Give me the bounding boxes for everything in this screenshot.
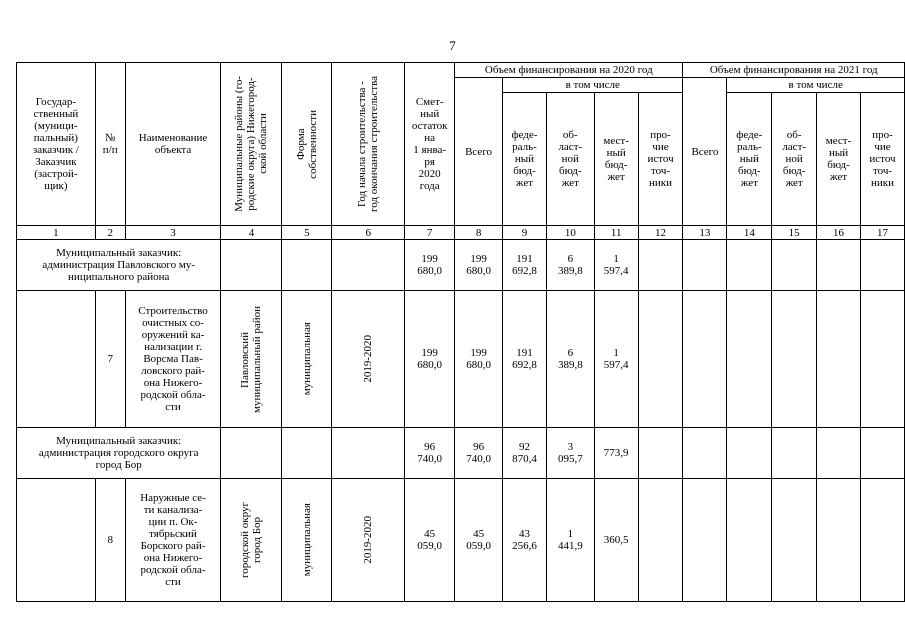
header-years-text: Год начала строительства - год окончания строительства xyxy=(356,76,381,212)
loc-2021-value xyxy=(817,479,861,602)
header-fin-2021: Объем финансирования на 2021 год xyxy=(683,63,905,78)
total-2021-value xyxy=(683,479,727,602)
estimate-value: 199 680,0 xyxy=(405,240,455,291)
fed-2021-value xyxy=(727,291,772,428)
fed-2021-value xyxy=(727,240,772,291)
object-years xyxy=(332,291,405,428)
reg-2020-value: 6 389,8 xyxy=(546,240,594,291)
object-ownership-text: муниципальная xyxy=(300,322,313,396)
fed-2020-value: 43 256,6 xyxy=(503,479,547,602)
object-name: Наружные се- ти канализа- ции п. Ок- тябрьский Борского рай- она Нижего- родской обла- сти xyxy=(125,479,221,602)
loc-2021-value xyxy=(817,240,861,291)
header-ownership xyxy=(282,63,332,226)
oth-2020-value xyxy=(638,479,683,602)
oth-2020-value xyxy=(638,240,683,291)
loc-2020-value: 360,5 xyxy=(594,479,638,602)
oth-2020-value xyxy=(638,291,683,428)
column-number: 5 xyxy=(282,226,332,240)
header-fin-2020: Объем финансирования на 2020 год xyxy=(455,63,683,78)
loc-2020-value: 773,9 xyxy=(594,428,638,479)
fed-2020-value: 92 870,4 xyxy=(503,428,547,479)
reg-2021-value xyxy=(772,240,817,291)
header-fed-2021: феде- раль- ный бюд- жет xyxy=(727,93,772,226)
header-reg-2020: об- ласт- ной бюд- жет xyxy=(546,93,594,226)
reg-2020-value: 3 095,7 xyxy=(546,428,594,479)
object-num: 7 xyxy=(95,291,125,428)
header-years xyxy=(332,63,405,226)
header-loc-2020: мест- ный бюд- жет xyxy=(594,93,638,226)
column-number: 10 xyxy=(546,226,594,240)
column-number: 17 xyxy=(860,226,904,240)
empty-cell xyxy=(332,240,405,291)
column-number: 15 xyxy=(772,226,817,240)
oth-2021-value xyxy=(860,291,904,428)
object-district xyxy=(221,479,282,602)
fed-2021-value xyxy=(727,428,772,479)
column-number: 13 xyxy=(683,226,727,240)
fed-2021-value xyxy=(727,479,772,602)
column-number: 9 xyxy=(503,226,547,240)
header-object-name: Наименование объекта xyxy=(125,63,221,226)
column-number-row xyxy=(17,226,905,240)
loc-2021-value xyxy=(817,291,861,428)
empty-cell xyxy=(282,428,332,479)
empty-cell xyxy=(17,291,96,428)
empty-cell xyxy=(221,240,282,291)
column-number: 7 xyxy=(405,226,455,240)
header-ownership-text: Форма собственности xyxy=(294,109,319,179)
total-2020-value: 45 059,0 xyxy=(455,479,503,602)
customer-row xyxy=(17,240,905,291)
oth-2021-value xyxy=(860,240,904,291)
estimate-value: 199 680,0 xyxy=(405,291,455,428)
object-ownership xyxy=(282,291,332,428)
object-num: 8 xyxy=(95,479,125,602)
header-incl-2021: в том числе xyxy=(727,78,905,93)
header-districts xyxy=(221,63,282,226)
oth-2020-value xyxy=(638,428,683,479)
header-total-2021: Всего xyxy=(683,78,727,226)
column-number: 14 xyxy=(727,226,772,240)
reg-2021-value xyxy=(772,291,817,428)
reg-2021-value xyxy=(772,428,817,479)
header-districts-text: Муниципальные районы (го- родские округа) Нижегород- ской области xyxy=(233,76,270,212)
header-estimate: Смет- ный остаток на 1 янва- ря 2020 года xyxy=(405,63,455,226)
total-2020-value: 199 680,0 xyxy=(455,291,503,428)
customer-row xyxy=(17,428,905,479)
oth-2021-value xyxy=(860,479,904,602)
customer-title: Муниципальный заказчик: администрация Павловского му- ниципального района xyxy=(17,240,221,291)
fed-2020-value: 191 692,8 xyxy=(503,291,547,428)
oth-2021-value xyxy=(860,428,904,479)
header-incl-2020: в том числе xyxy=(503,78,683,93)
total-2021-value xyxy=(683,428,727,479)
column-number: 8 xyxy=(455,226,503,240)
object-row xyxy=(17,291,905,428)
total-2020-value: 96 740,0 xyxy=(455,428,503,479)
empty-cell xyxy=(17,479,96,602)
total-2021-value xyxy=(683,291,727,428)
object-years xyxy=(332,479,405,602)
estimate-value: 96 740,0 xyxy=(405,428,455,479)
object-district xyxy=(221,291,282,428)
header-num: № п/п xyxy=(95,63,125,226)
column-number: 11 xyxy=(594,226,638,240)
object-years-text: 2019-2020 xyxy=(362,516,375,564)
financing-table xyxy=(16,62,905,602)
reg-2020-value: 1 441,9 xyxy=(546,479,594,602)
page-number: 7 xyxy=(449,38,456,53)
object-row xyxy=(17,479,905,602)
object-ownership-text: муниципальная xyxy=(300,503,313,577)
loc-2020-value: 1 597,4 xyxy=(594,240,638,291)
empty-cell xyxy=(282,240,332,291)
column-number: 2 xyxy=(95,226,125,240)
header-row-1 xyxy=(17,63,905,78)
estimate-value: 45 059,0 xyxy=(405,479,455,602)
reg-2020-value: 6 389,8 xyxy=(546,291,594,428)
header-loc-2021: мест- ный бюд- жет xyxy=(817,93,861,226)
header-oth-2020: про- чие источ точ- ники xyxy=(638,93,683,226)
column-number: 6 xyxy=(332,226,405,240)
header-reg-2021: об- ласт- ной бюд- жет xyxy=(772,93,817,226)
fed-2020-value: 191 692,8 xyxy=(503,240,547,291)
reg-2021-value xyxy=(772,479,817,602)
column-number: 16 xyxy=(817,226,861,240)
object-ownership xyxy=(282,479,332,602)
header-total-2020: Всего xyxy=(455,78,503,226)
loc-2021-value xyxy=(817,428,861,479)
object-district-text: городской округ город Бор xyxy=(239,501,264,579)
object-district-text: Павловский муниципальный район xyxy=(239,305,264,413)
column-number: 12 xyxy=(638,226,683,240)
total-2021-value xyxy=(683,240,727,291)
column-number: 4 xyxy=(221,226,282,240)
header-fed-2020: феде- раль- ный бюд- жет xyxy=(503,93,547,226)
empty-cell xyxy=(332,428,405,479)
column-number: 3 xyxy=(125,226,221,240)
total-2020-value: 199 680,0 xyxy=(455,240,503,291)
loc-2020-value: 1 597,4 xyxy=(594,291,638,428)
column-number: 1 xyxy=(17,226,96,240)
header-oth-2021: про- чие источ точ- ники xyxy=(860,93,904,226)
header-customer: Государ- ственный (муници- пальный) заказчик / Заказчик (застрой- щик) xyxy=(17,63,96,226)
empty-cell xyxy=(221,428,282,479)
customer-title: Муниципальный заказчик: администрация городского округа город Бор xyxy=(17,428,221,479)
object-years-text: 2019-2020 xyxy=(362,335,375,383)
object-name: Строительство очистных со- оружений ка- нализации г. Ворсма Пав- ловского рай- она Нижего- родской обла- сти xyxy=(125,291,221,428)
